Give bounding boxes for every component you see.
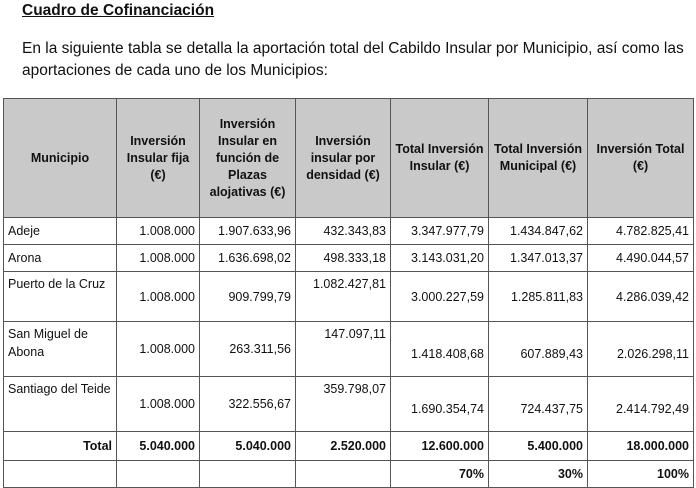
cell-total-value: 18.000.000 [588,432,694,461]
header-inversion-plazas: Inversión Insular en función de Plazas alojativas (€) [200,99,296,218]
cell-municipio: Arona [4,245,117,272]
cell-empty [200,461,296,488]
table-row [4,272,694,322]
cell-value: 3.143.031,20 [391,245,489,272]
cell-value: 498.333,18 [296,245,391,272]
cell-value: 1.008.000 [117,272,200,322]
cell-total-value: 5.400.000 [489,432,588,461]
table-total-row [4,432,694,461]
cell-municipio: Adeje [4,218,117,245]
cell-municipio: Puerto de la Cruz [4,272,117,322]
table-row [4,218,694,245]
header-inversion-densidad: Inversión insular por densidad (€) [296,99,391,218]
cell-municipio: Santiago del Teide [4,377,117,432]
intro-paragraph: En la siguiente tabla se detalla la aportación total del Cabildo Insular por Municipio, así como las aportaciones de cada uno de los Municipios: [22,40,684,79]
cell-value: 1.418.408,68 [391,322,489,377]
cell-value: 724.437,75 [489,377,588,432]
cell-value: 3.347.977,79 [391,218,489,245]
cell-value: 1.008.000 [117,218,200,245]
header-inversion-total: Inversión Total (€) [588,99,694,218]
cell-value: 1.690.354,74 [391,377,489,432]
cell-value: 1.347.013,37 [489,245,588,272]
cofinancing-table [3,98,694,488]
cell-total-value: 12.600.000 [391,432,489,461]
cell-value: 2.414.792,49 [588,377,694,432]
cell-percentage: 100% [588,461,694,488]
cell-empty [117,461,200,488]
cell-value: 4.490.044,57 [588,245,694,272]
table-row [4,322,694,377]
cell-total-value: 5.040.000 [117,432,200,461]
cell-value: 263.311,56 [200,322,296,377]
cell-empty [4,461,117,488]
section-heading: Cuadro de Cofinanciación [22,2,215,19]
cell-total-value: 2.520.000 [296,432,391,461]
cell-municipio: San Miguel de Abona [4,322,117,377]
cell-value: 3.000.227,59 [391,272,489,322]
cell-total-label: Total [4,432,117,461]
header-total-insular: Total Inversión Insular (€) [391,99,489,218]
cell-value: 1.082.427,81 [296,272,391,322]
cell-value: 1.285.811,83 [489,272,588,322]
cell-value: 147.097,11 [296,322,391,377]
cell-value: 432.343,83 [296,218,391,245]
table-row [4,377,694,432]
cell-value: 1.008.000 [117,245,200,272]
table-row [4,245,694,272]
cell-value: 4.782.825,41 [588,218,694,245]
cell-value: 1.434.847,62 [489,218,588,245]
cell-value: 1.008.000 [117,377,200,432]
cell-percentage: 30% [489,461,588,488]
header-inversion-fija: Inversión Insular fija (€) [117,99,200,218]
cell-value: 1.907.633,96 [200,218,296,245]
header-municipio: Municipio [4,99,117,218]
cell-empty [296,461,391,488]
cell-value: 359.798,07 [296,377,391,432]
header-total-municipal: Total Inversión Municipal (€) [489,99,588,218]
table-percentage-row [4,461,694,488]
cell-percentage: 70% [391,461,489,488]
cell-value: 4.286.039,42 [588,272,694,322]
table-header-row [4,99,694,218]
cell-value: 1.008.000 [117,322,200,377]
cell-value: 1.636.698,02 [200,245,296,272]
cell-total-value: 5.040.000 [200,432,296,461]
cell-value: 909.799,79 [200,272,296,322]
cell-value: 322.556,67 [200,377,296,432]
cell-value: 2.026.298,11 [588,322,694,377]
cell-value: 607.889,43 [489,322,588,377]
